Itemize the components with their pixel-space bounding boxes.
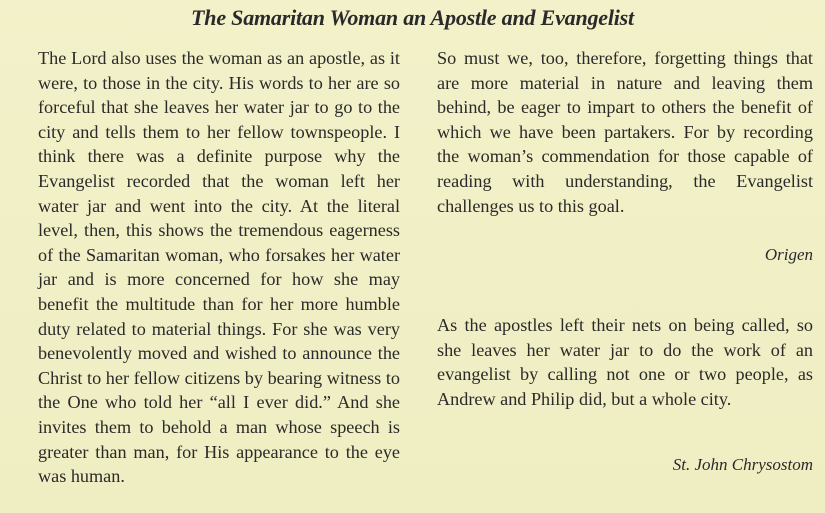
right-paragraph-1: So must we, too, therefore, forgetting things that are more material in nature and leaving them behind, be eager to impart to others the benefit of which we have been partakers. For by recording the woman’s commendation for those capable of reading with understanding, the Evangelist challenges us to this goal.: [437, 48, 813, 216]
page-title: The Samaritan Woman an Apostle and Evangelist: [191, 5, 634, 30]
attribution-origen: Origen: [764, 245, 813, 264]
attribution-chrysostom: St. John Chrysostom: [672, 455, 813, 474]
right-paragraph-2: As the apostles left their nets on being called, so she leaves her water jar to do the work of an evangelist by calling not one or two people, as Andrew and Philip did, but a whole city.: [437, 315, 813, 409]
right-column-bottom: [437, 313, 813, 411]
left-paragraph-text: The Lord also uses the woman as an apostle, as it were, to those in the city. His words to her are so forceful that she leaves her water jar to go to the city and tells them to her fellow townspeople. I think there was a definite purpose why the Evangelist recorded that the woman left her water jar and went into the city. At the literal level, then, this shows the tremendous eagerness of the Samaritan woman, who forsakes her water jar and is more concerned for how she may benefit the multitude than for her more humble duty related to material things. For she was very benevolently moved and wished to announce the Christ to her fellow citizens by bearing witness to the One who told her “all I ever did.” And she invites them to behold a man whose speech is greater than man, for His appearance to the eye was human.: [38, 48, 400, 487]
right-column-top: [437, 46, 813, 218]
origen-passage: [38, 46, 400, 489]
left-column: [38, 46, 400, 489]
